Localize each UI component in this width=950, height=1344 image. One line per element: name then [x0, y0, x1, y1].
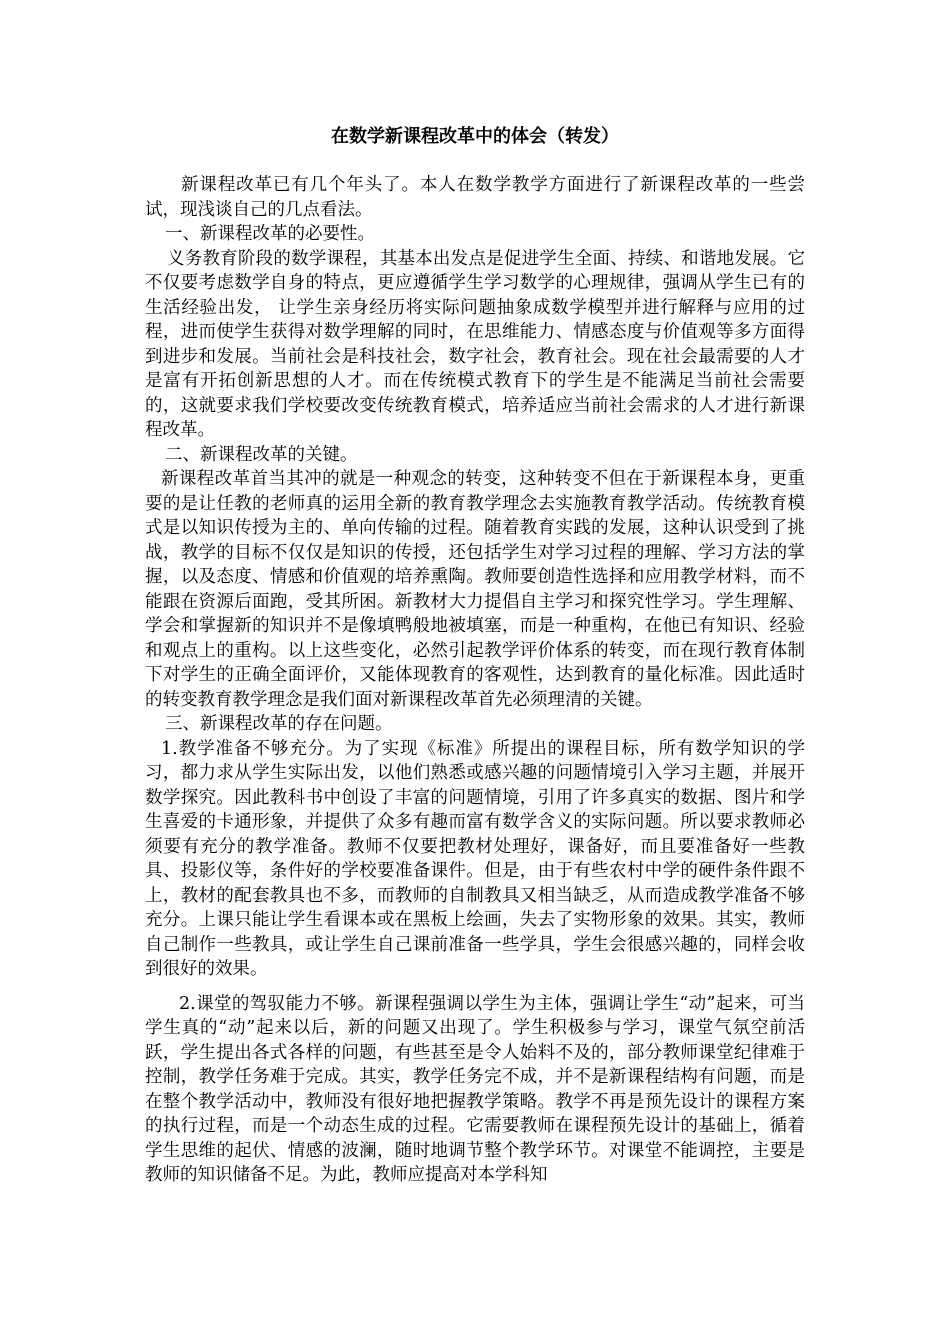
paragraph-problem-2: 2.课堂的驾驭能力不够。新课程强调以学生为主体，强调让学生“动”起来，可当学生真的“动”起来以后，新的问题又出现了。学生积极参与学习，课堂气氛空前活跃，学生提出各式各样的问题，有些甚至是令人始料不及的，部分教师课堂纪律难于控制，教学任务难于完成。其实，教学任务完不成，并不是新课程结构有问题，而是在整个教学活动中，教师没有很好地把握教学策略。教学不再是预先设计的课程方案的执行过程，而是一个动态生成的过程。它需要教师在课程预先设计的基础上，循着学生思维的起伏、情感的波澜，随时地调节整个教学环节。对课堂不能调控，主要是教师的知识储备不足。为此，教师应提高对本学科知 — [145, 993, 805, 1185]
section-heading-problems: 三、新课程改革的存在问题。 — [165, 714, 393, 734]
document-title: 在数学新课程改革中的体会（转发） — [331, 126, 619, 147]
section-heading-key: 二、新课程改革的关键。 — [165, 444, 358, 465]
paragraph-problem-1: 1.教学准备不够充分。为了实现《标准》所提出的课程目标，所有数学知识的学习，都力求从学生实际出发，以他们熟悉或感兴趣的问题情境引入学习主题，并展开数学探究。因此教科书中创设了丰富的问题情境，引用了许多真实的数据、图片和学生喜爱的卡通形象，并提供了众多有趣而富有数学含义的实际问题。所以要求教师必须要有充分的教学准备。教师不仅要把教材处理好，课备好，而且要准备好一些教具、投影仪等，条件好的学校要准备课件。但是，由于有些农村中学的硬件条件跟不上，教材的配套教具也不多，而教师的自制教具又相当缺乏，从而造成教学准备不够充分。上课只能让学生看课本或在黑板上绘画，失去了实物形象的效果。其实，教师自己制作一些教具，或让学生自己课前准备一些学具，学生会很感兴趣的，同样会收到很好的效果。 — [145, 738, 805, 979]
paragraph-necessity: 义务教育阶段的数学课程，其基本出发点是促进学生全面、持续、和谐地发展。它不仅要考虑数学自身的特点，更应遵循学生学习数学的心理规律，强调从学生已有的生活经验出发， 让学生亲身经历将实际问题抽象成数学模型并进行解释与应用的过程，进而使学生获得对数学理解的同时，在思维能力、情感态度与价值观等多方面得到进步和发展。当前社会是科技社会，数字社会，教育社会。现在社会最需要的人才是富有开拓创新思想的人才。而在传统模式教育下的学生是不能满足当前社会需要的，这就要求我们学校要改变传统教育模式，培养适应当前社会需求的人才进行新课程改革。 — [145, 248, 805, 440]
paragraph-intro: 新课程改革已有几个年头了。本人在数学教学方面进行了新课程改革的一些尝试，现浅谈自己的几点看法。 — [145, 175, 805, 220]
section-heading-necessity: 一、新课程改革的必要性。 — [165, 224, 375, 244]
paragraph-key: 新课程改革首当其冲的就是一种观念的转变，这种转变不但在于新课程本身，更重要的是让任教的老师真的运用全新的教育教学理念去实施教育教学活动。传统教育模式是以知识传授为主的、单向传输的过程。随着教育实践的发展，这种认识受到了挑战，教学的目标不仅仅是知识的传授，还包括学生对学习过程的理解、学习方法的掌握，以及态度、情感和价值观的培养熏陶。教师要创造性选择和应用教学材料，而不能跟在资源后面跑，受其所困。新教材大力提倡自主学习和探究性学习。学生理解、学会和掌握新的知识并不是像填鸭般地被填塞，而是一种重构，在他已有知识、经验和观点上的重构。以上这些变化，必然引起教学评价体系的转变，而在现行教育体制下对学生的正确全面评价，又能体现教育的客观性，达到教育的量化标准。因此适时的转变教育教学理念是我们面对新课程改革首先必须理清的关键。 — [145, 469, 805, 710]
document-body — [145, 173, 805, 1188]
